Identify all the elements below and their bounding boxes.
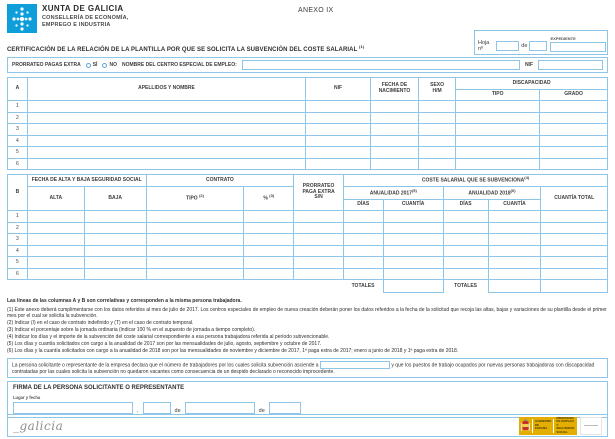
cell[interactable] <box>146 245 244 257</box>
cell[interactable] <box>540 112 608 124</box>
table-b-row: 2 <box>8 222 608 234</box>
cell[interactable] <box>343 268 383 280</box>
centro-empleo-field[interactable] <box>242 60 520 70</box>
org-dept-line1: CONSELLERÍA DE ECONOMÍA, <box>42 14 129 21</box>
cell[interactable] <box>306 135 371 147</box>
cell[interactable] <box>343 245 383 257</box>
page-title: CERTIFICACIÓN DE LA RELACIÓN DE LA PLANTILLA POR QUE SE SOLICITA LA SUBVENCIÓN DEL COSTE SALARIAL $^{(1)}$ <box>7 44 365 53</box>
cell[interactable] <box>306 101 371 113</box>
table-b-row: 3 <box>8 234 608 246</box>
cell[interactable] <box>27 124 305 136</box>
cell[interactable] <box>488 257 541 269</box>
col-contrato-group: CONTRATO <box>146 175 294 187</box>
col-contrato-pct: % $^{(3)}$ <box>244 187 294 211</box>
cell[interactable] <box>541 245 608 257</box>
cell[interactable] <box>541 222 608 234</box>
footnote-2: (2) Indicar (I) en el caso de contrato indefinido y (T) en el caso de contrato temporal. <box>7 320 194 326</box>
cell[interactable] <box>418 135 455 147</box>
prorrateo-label: PRORRATEO PAGAS EXTRA <box>12 62 81 68</box>
prorrateo-bar <box>7 57 608 73</box>
cell[interactable] <box>146 268 244 280</box>
col-alta: ALTA <box>27 187 84 211</box>
cell[interactable] <box>244 257 294 269</box>
prorrateo-option-no[interactable]: NO <box>102 62 117 68</box>
col-cuantia-2017: CUANTÍA <box>383 200 443 211</box>
cell[interactable] <box>370 124 418 136</box>
gobierno-espana-badge <box>519 417 577 435</box>
cell[interactable] <box>27 147 305 159</box>
col-cuantia-2018: CUANTÍA <box>488 200 541 211</box>
cell[interactable] <box>443 245 488 257</box>
cell[interactable] <box>383 211 443 223</box>
centro-empleo-label: NOMBRE DEL CENTRO ESPECIAL DE EMPLEO: <box>121 62 237 68</box>
cell[interactable] <box>488 245 541 257</box>
cell[interactable] <box>84 245 146 257</box>
declaration-text-before: La persona solicitante o representante de la empresa declara que el número de trabajadores por los cuales solicita subvención asciende a <box>12 361 319 368</box>
table-b-row: 1 <box>8 211 608 223</box>
cell[interactable] <box>418 158 455 170</box>
lugar-fecha-label: Lugar y fecha <box>13 395 41 401</box>
nif-label: NIF <box>524 62 533 68</box>
cell[interactable] <box>370 135 418 147</box>
cell[interactable] <box>383 257 443 269</box>
expediente-label: EXPEDIENTE <box>550 36 576 41</box>
cell[interactable] <box>244 222 294 234</box>
cell[interactable] <box>418 147 455 159</box>
gobierno-label: GOBIERNO DE ESPAÑA <box>532 419 551 433</box>
cell[interactable] <box>488 234 541 246</box>
col-baja: BAJA <box>84 187 146 211</box>
cell[interactable] <box>146 234 244 246</box>
cell[interactable] <box>343 222 383 234</box>
cell[interactable] <box>244 245 294 257</box>
col-prorrateo-paga-extra: PRORRATEO PAGA EXTRA S/N <box>294 175 344 211</box>
table-b <box>7 174 608 293</box>
cell[interactable] <box>540 147 608 159</box>
table-a-row: 6 <box>8 158 608 170</box>
anio-field[interactable] <box>269 402 301 414</box>
annex-label: ANEXO IX <box>298 7 334 14</box>
cell[interactable] <box>343 211 383 223</box>
cell[interactable] <box>27 101 305 113</box>
hoja-expediente-box <box>474 30 608 55</box>
table-a-row: 5 <box>8 147 608 159</box>
cell[interactable] <box>294 222 344 234</box>
cell[interactable] <box>418 112 455 124</box>
cell[interactable] <box>84 211 146 223</box>
cell[interactable] <box>456 158 540 170</box>
footer-bar <box>7 414 608 437</box>
col-cuantia-total: CUANTÍA TOTAL <box>541 187 608 211</box>
cell[interactable] <box>84 257 146 269</box>
cell[interactable] <box>456 147 540 159</box>
hoja-number-field[interactable] <box>496 41 519 51</box>
cell[interactable] <box>84 234 146 246</box>
radio-si-icon[interactable] <box>86 63 91 68</box>
expediente-field[interactable] <box>550 42 606 52</box>
cell[interactable] <box>294 211 344 223</box>
cell[interactable] <box>383 234 443 246</box>
firma-section <box>7 381 608 418</box>
nif-field[interactable] <box>538 60 603 70</box>
cell[interactable] <box>27 257 84 269</box>
comma: , <box>137 408 139 415</box>
cell[interactable] <box>541 257 608 269</box>
cell[interactable] <box>443 257 488 269</box>
lugar-field[interactable] <box>13 402 133 414</box>
cell[interactable] <box>383 268 443 280</box>
cell[interactable] <box>27 211 84 223</box>
cell[interactable] <box>27 222 84 234</box>
cell[interactable] <box>443 211 488 223</box>
col-apellidos: APELLIDOS Y NOMBRE <box>27 78 305 101</box>
de-label-2: de <box>258 408 265 415</box>
cell[interactable] <box>84 268 146 280</box>
cell[interactable] <box>27 135 305 147</box>
totales-2017-label: TOTALES <box>351 283 375 290</box>
table-b-row: 4 <box>8 245 608 257</box>
cell[interactable] <box>146 222 244 234</box>
cell[interactable] <box>27 112 305 124</box>
cell[interactable] <box>443 222 488 234</box>
ministerio-label: MINISTERIO DE EMPLEO Y SEGURIDAD SOCIAL <box>553 419 575 433</box>
col-dias-2018: DÍAS <box>443 200 488 211</box>
totales-row <box>8 280 608 293</box>
cell[interactable] <box>294 234 344 246</box>
declaration <box>7 358 608 379</box>
totales-2018-label: TOTALES <box>454 283 478 290</box>
col-anualidad-2018: ANUALIDAD 2018$^{(6)}$ <box>443 187 541 200</box>
cell[interactable] <box>343 234 383 246</box>
cell[interactable] <box>370 112 418 124</box>
cell[interactable] <box>456 112 540 124</box>
cell[interactable] <box>443 234 488 246</box>
cell[interactable] <box>488 211 541 223</box>
cell[interactable] <box>343 257 383 269</box>
galicia-logo: _ galicia <box>13 419 63 433</box>
cell[interactable] <box>370 101 418 113</box>
cell[interactable] <box>456 135 540 147</box>
col-fecha-nacimiento: FECHA DE NACIMIENTO <box>370 78 418 101</box>
cell[interactable] <box>294 257 344 269</box>
cell[interactable] <box>540 135 608 147</box>
cell[interactable] <box>540 124 608 136</box>
cell[interactable] <box>306 158 371 170</box>
footnote-intro: Las líneas de las columnas A y B son correlativas y corresponden a la misma persona trabajadora. <box>7 298 242 304</box>
cell[interactable] <box>294 245 344 257</box>
col-discapacidad-tipo: TIPO <box>456 90 540 101</box>
cell[interactable] <box>540 101 608 113</box>
cell[interactable] <box>306 147 371 159</box>
table-b-row: 5 <box>8 257 608 269</box>
table-a-row: 4 <box>8 135 608 147</box>
cell[interactable] <box>244 268 294 280</box>
table-a-row: 3 <box>8 124 608 136</box>
cell[interactable] <box>27 234 84 246</box>
cell[interactable] <box>244 211 294 223</box>
num-trabajadores-field[interactable] <box>320 361 390 369</box>
col-fecha-alta-baja-group: FECHA DE ALTA Y BAJA SEGURIDAD SOCIAL <box>27 175 146 187</box>
cell[interactable] <box>294 268 344 280</box>
table-a-letter: A <box>8 78 28 101</box>
org-name: XUNTA DE GALICIA <box>42 4 124 13</box>
secondary-logo <box>580 417 602 435</box>
cell[interactable] <box>27 268 84 280</box>
total-cuantia-2017-field[interactable] <box>383 280 443 293</box>
cell[interactable] <box>383 222 443 234</box>
cell[interactable] <box>418 101 455 113</box>
col-contrato-tipo: TIPO $^{(2)}$ <box>146 187 244 211</box>
cell[interactable] <box>146 211 244 223</box>
cell[interactable] <box>306 112 371 124</box>
de-label-1: de <box>174 408 181 415</box>
hoja-total-field[interactable] <box>529 41 547 51</box>
cell[interactable] <box>443 268 488 280</box>
cell[interactable] <box>541 211 608 223</box>
table-b-letter: B <box>8 175 28 211</box>
firma-title: FIRMA DE LA PERSONA SOLICITANTE O REPRESENTANTE <box>13 385 185 392</box>
table-a <box>7 77 608 170</box>
declaration-text-after: y que los puestos de trabajo ocupados por nuevas personas trabajadoras con discapacidad contratadas por las cuales solicita la subvención no quedaron vacantes como consecuencia de un despido declarado o reconocido improcedente. <box>12 361 595 375</box>
mes-field[interactable] <box>185 402 255 414</box>
cell[interactable] <box>488 222 541 234</box>
col-anualidad-2017: ANUALIDAD 2017$^{(5)}$ <box>343 187 443 200</box>
footnote-6: (6) Los días y la cuantía solicitados con cargo a la anualidad de 2018 son por las mensualidades de noviembre y diciembre de 2017, 1ª paga extra de 2017; enero a junio de 2018 y 1ª paga extra de 2018. <box>7 348 459 354</box>
cell[interactable] <box>27 245 84 257</box>
col-dias-2017: DÍAS <box>343 200 383 211</box>
hoja-de-label: de <box>521 43 528 49</box>
prorrateo-option-si[interactable]: SÍ <box>86 62 98 68</box>
footnote-3: (3) Indicar el porcentaje sobre la jornada ordinaria (indicar 100 % en el supuesto de jornada a tiempo completo). <box>7 327 256 333</box>
col-sexo: SEXO H/M <box>418 78 455 101</box>
cell[interactable] <box>541 268 608 280</box>
spain-coat-of-arms-icon <box>521 419 530 433</box>
cell[interactable] <box>456 101 540 113</box>
cell[interactable] <box>418 124 455 136</box>
hoja-label: Hoja nº <box>478 40 490 52</box>
cell[interactable] <box>541 234 608 246</box>
org-dept-line2: EMPREGO E INDUSTRIA <box>42 22 111 28</box>
total-cuantia-total-field[interactable] <box>541 280 608 293</box>
xunta-logo-icon <box>7 4 37 33</box>
col-nif: NIF <box>306 78 371 101</box>
cell[interactable] <box>370 147 418 159</box>
dia-field[interactable] <box>143 402 171 414</box>
table-b-row: 6 <box>8 268 608 280</box>
col-coste-salarial-group: COSTE SALARIAL QUE SE SUBVENCIONA$^{(4)}$ <box>343 175 607 187</box>
radio-no-icon[interactable] <box>102 63 107 68</box>
cell[interactable] <box>383 245 443 257</box>
total-cuantia-2018-field[interactable] <box>488 280 541 293</box>
footnote-4: (4) Indicar los días y el importe de la subvención del coste salarial correspondiente a esa persona trabajadora referida al período subvencionable. <box>7 334 330 340</box>
table-a-row: 1 <box>8 101 608 113</box>
cell[interactable] <box>306 124 371 136</box>
col-discapacidad-grado: GRADO <box>540 90 608 101</box>
table-a-row: 2 <box>8 112 608 124</box>
cell[interactable] <box>488 268 541 280</box>
cell[interactable] <box>244 234 294 246</box>
cell[interactable] <box>27 158 305 170</box>
cell[interactable] <box>84 222 146 234</box>
cell[interactable] <box>456 124 540 136</box>
col-discapacidad: DISCAPACIDAD <box>456 78 608 90</box>
cell[interactable] <box>146 257 244 269</box>
cell[interactable] <box>370 158 418 170</box>
title-footnote-ref: (1) <box>359 44 365 49</box>
cell[interactable] <box>540 158 608 170</box>
footnotes <box>7 298 608 355</box>
footnote-5: (5) Los días y cuantía solicitados con cargo a la anualidad de 2017 son por las mensualidades de julio, agosto, septiembre y octubre de 2017. <box>7 341 322 347</box>
footnote-1: (1) Este anexo deberá cumplimentarse con los datos referidos al mes de julio de 2017. Los centros especiales de empleo de nueva creación deberán poner los datos referidos a la fecha de la solicitud que recoja las altas, bajas y variaciones de su plantilla desde el primer mes por el cual se solicita la subvención. <box>7 306 607 319</box>
